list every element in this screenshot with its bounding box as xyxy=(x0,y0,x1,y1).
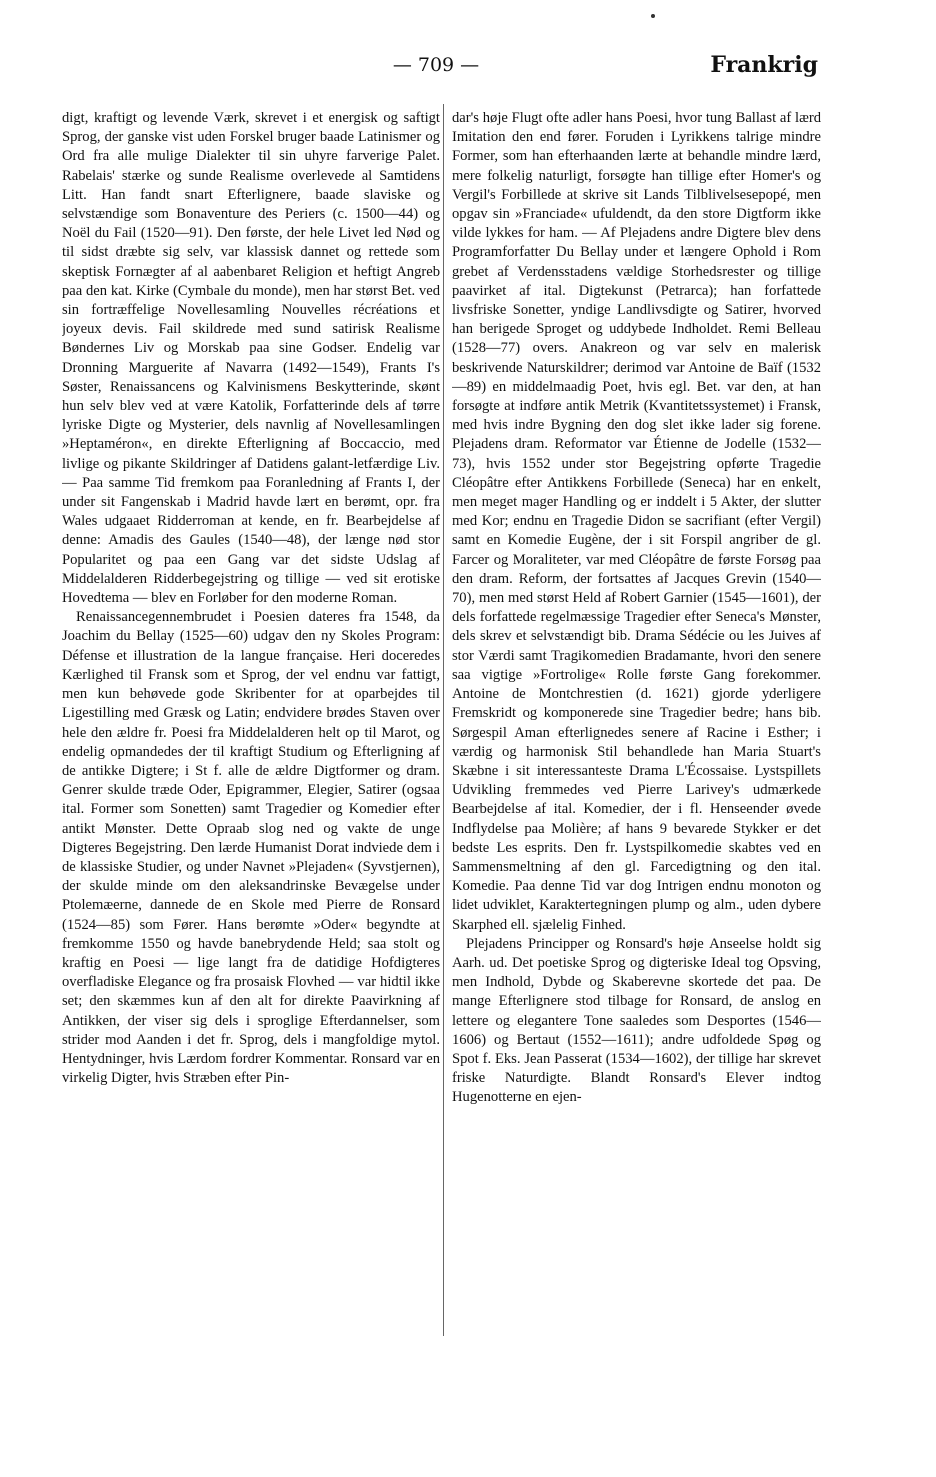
page-number: — 709 — xyxy=(392,54,480,76)
right-column xyxy=(452,109,821,1339)
paragraph: digt, kraftigt og levende Værk, skrevet i et energisk og saftigt Sprog, der ganske vist uden Forskel bruger baade Latinismer og Ord fra alle mulige Dialekter til sin uhyre farverige Palet. Rabelais' stærke og sunde Realisme overlevede al Samtidens Litt. Han fandt snart Efterlignere, baade slaviske og selvstændige som Bonaventure des Periers (c. 1500—44) og Noël du Fail (1520—91). Den første, der hele Livet led Nød og til sidst dræbte sig selv, var klassisk dannet og rettede som skeptisk Fornægter af al aabenbaret Religion et heftigt Angreb paa den kat. Kirke (Cymbale du monde), men har størst Bet. ved sin fortræffelige Novellesamling Nouvelles récréations et joyeux devis. Fail skildrede med sund satirisk Realisme Bøndernes Liv og Morskab paa sine Godser. Endelig var Dronning Marguerite af Navarra (1492—1549), Frants I's Søster, Renaissancens og Kalvinismens Beskytterinde, skønt hun selv blev ved at være Katolik, Forfatterinde dels af tørre lyriske Digte og Mysterier, dels navnlig af Novellesamlingen »Heptaméron«, en direkte Efterligning af Boccaccio, med livlige og pikante Skildringer af Datidens galant-letfærdige Liv. — Paa samme Tid fremkom paa Foranledning af Frants I, der under sit Fangenskab i Madrid havde lært en berømt, opr. fra Wales udgaaet Ridderroman at kende, en fr. Bearbejdelse af denne: Amadis des Gaules (1540—48), der længe nød stor Popularitet og paa een Gang var det sidste Udslag af Middelalderen Ridderbegejstring og tillige — ved sit erotiske Hovedtema — blev en Forløber for den moderne Roman. xyxy=(62,110,440,607)
page-header xyxy=(0,52,936,82)
column-divider xyxy=(443,104,444,1336)
running-head: Frankrig xyxy=(710,52,818,78)
left-column xyxy=(62,109,440,1339)
paragraph: Renaissancegennembrudet i Poesien dateres fra 1548, da Joachim du Bellay (1525—60) udgav den ny Skoles Program: Défense et illustration de la langue française. Heri doceredes Kærlighed til Fransk som et Sprog, der vel endnu var fattigt, men kun behøvede gode Skribenter for at oparbejdes til Ligestilling med Græsk og Latin; endvidere brødes Staven over hele den ældre fr. Poesi fra Middelalderen helt op til Marot, og endelig opmandedes der til kraftigt Studium og Efterligning af de antikke Digtere; i St f. alle de ældre Digtformer og dram. Genrer skulde træde Oder, Epigrammer, Elegier, Satirer (ogsaa ital. Former som Sonetten) samt Tragedier og Komedier efter antikt Mønster. Dette Opraab slog ned og vakte de unge Digteres Begejstring. Den lærde Humanist Dorat indviede dem i de klassiske Studier, og under Navnet »Plejaden« (Syvstjernen), der skulde minde om den aleksandrinske Bevægelse under Ptolemæerne, dannede de en Skole med Pierre de Ronsard (1524—85) som Fører. Hans berømte »Oder« begyndte at fremkomme 1550 og havde banebrydende Held; saa stolt og kraftig en Poesi — lige langt fra de datidige Hofdigteres overfladiske Elegance og fra prosaisk Flovhed — var hidtil ikke set; den skæmmes kun af den alt for direkte Paavirkning af Antikken, der viser sig dels i sproglige Efterdannelser, som strider mod Aanden i det fr. Sprog, dels i mangfoldige mytol. Hentydninger, hvis Lærdom fordrer Kommentar. Ronsard var en virkelig Digter, hvis Stræben efter Pin- xyxy=(62,609,440,1087)
paragraph: dar's høje Flugt ofte adler hans Poesi, hvor tung Ballast af lærd Imitation den end fører. Foruden i Lyrikkens talrige mindre Former, som han efterhaanden lærte at behandle mindre lærd, mere folkelig naturligt, forsøgte han tillige efter Homer's og Vergil's Forbillede at skrive sit Lands Tilblivelsesepopé, men opgav sin »Franciade« ufuldendt, da den store Digtform ikke vilde lykkes for ham. — Af Plejadens andre Digtere blev dens Programforfatter Du Bellay under et længere Ophold i Rom grebet af Verdensstadens vældige Storhedsrester og tillige paavirket af ital. Digtekunst (Petrarca); han forfattede livsfriske Sonetter, yndige Landlivsdigte og Satirer, hvorved han berigede Sproget og uddybede Indholdet. Remi Belleau (1528—77) overs. Anakreon og var selv en malerisk beskrivende Naturskildrer; derimod var Antoine de Baïf (1532—89) en middelmaadig Poet, hvis egl. Bet. var den, at han forsøgte at indføre antik Metrik (Kvantitetssystemet) i Fransk, med hvis indre Bygning den dog slet ikke lader sig forene. Plejadens dram. Reformator var Étienne de Jodelle (1532—73), hvis 1552 under stor Begejstring opførte Tragedie Cléopâtre efter Antikkens Forbillede (Seneca) har en enkelt, men meget mager Handling og er inddelt i 5 Akter, der slutter med Kor; endnu en Tragedie Didon se sacrifiant (efter Vergil) samt en Komedie Eugène, der i sit Forspil angriber de gl. Farcer og Moraliteter, var med Cléopâtre de første Forsøg paa den dram. Reform, der fortsattes af Jacques Grevin (1540—70), men med størst Held af Robert Garnier (1545—1601), der dels forfattede regelmæssige Tragedier efter Seneca's Mønster, dels skrev et selvstændigt bib. Drama Sédécie ou les Juives af stor Værdi samt Tragikomedien Bradamante, hvori den senere saa vigtige »Fortrolige« Rolle første Gang forekommer. Antoine de Montchrestien (d. 1621) gjorde yderligere Fremskridt og komponerede sine Tragedier bedre; hans bib. Sørgespil Aman efterlignedes senere af Racine i Esther; i værdig og harmonisk Stil behandlede han Maria Stuart's Skæbne i sit interessanteste Drama L'Écossaise. Lystspillets Udvikling fremmedes ved Pierre Larivey's udmærkede Bearbejdelse af ital. Komedier, der i fl. Henseender øvede Indflydelse paa Molière; af hans 9 bevarede Stykker er det bedste Les esprits. Den fr. Lystspilkomedie skabtes ved en Sammensmeltning af den gl. Farcedigtning og den ital. Komedie. Paa denne Tid var dog Intrigen endnu monoton og lidet udviklet, Karaktertegningen plump og alm., uden dybere Skarphed ell. sjælelig Finhed. xyxy=(452,110,821,933)
print-speck xyxy=(651,14,655,18)
paragraph: Plejadens Principper og Ronsard's høje Anseelse holdt sig Aarh. ud. Det poetiske Sprog og digteriske Ideal tog Opsving, men Indhold, Dybde og Skaberevne skortede det paa. De mange Efterlignere stod tilbage for Ronsard, de anslog en lettere og elegantere Tone saaledes som Desportes (1546—1606) og Bertaut (1552—1611); andre udfoldede Spøg og Spot f. Eks. Jean Passerat (1534—1602), der tillige har skrevet friske Naturdigte. Blandt Ronsard's Elever indtog Hugenotterne en ejen- xyxy=(452,935,821,1106)
